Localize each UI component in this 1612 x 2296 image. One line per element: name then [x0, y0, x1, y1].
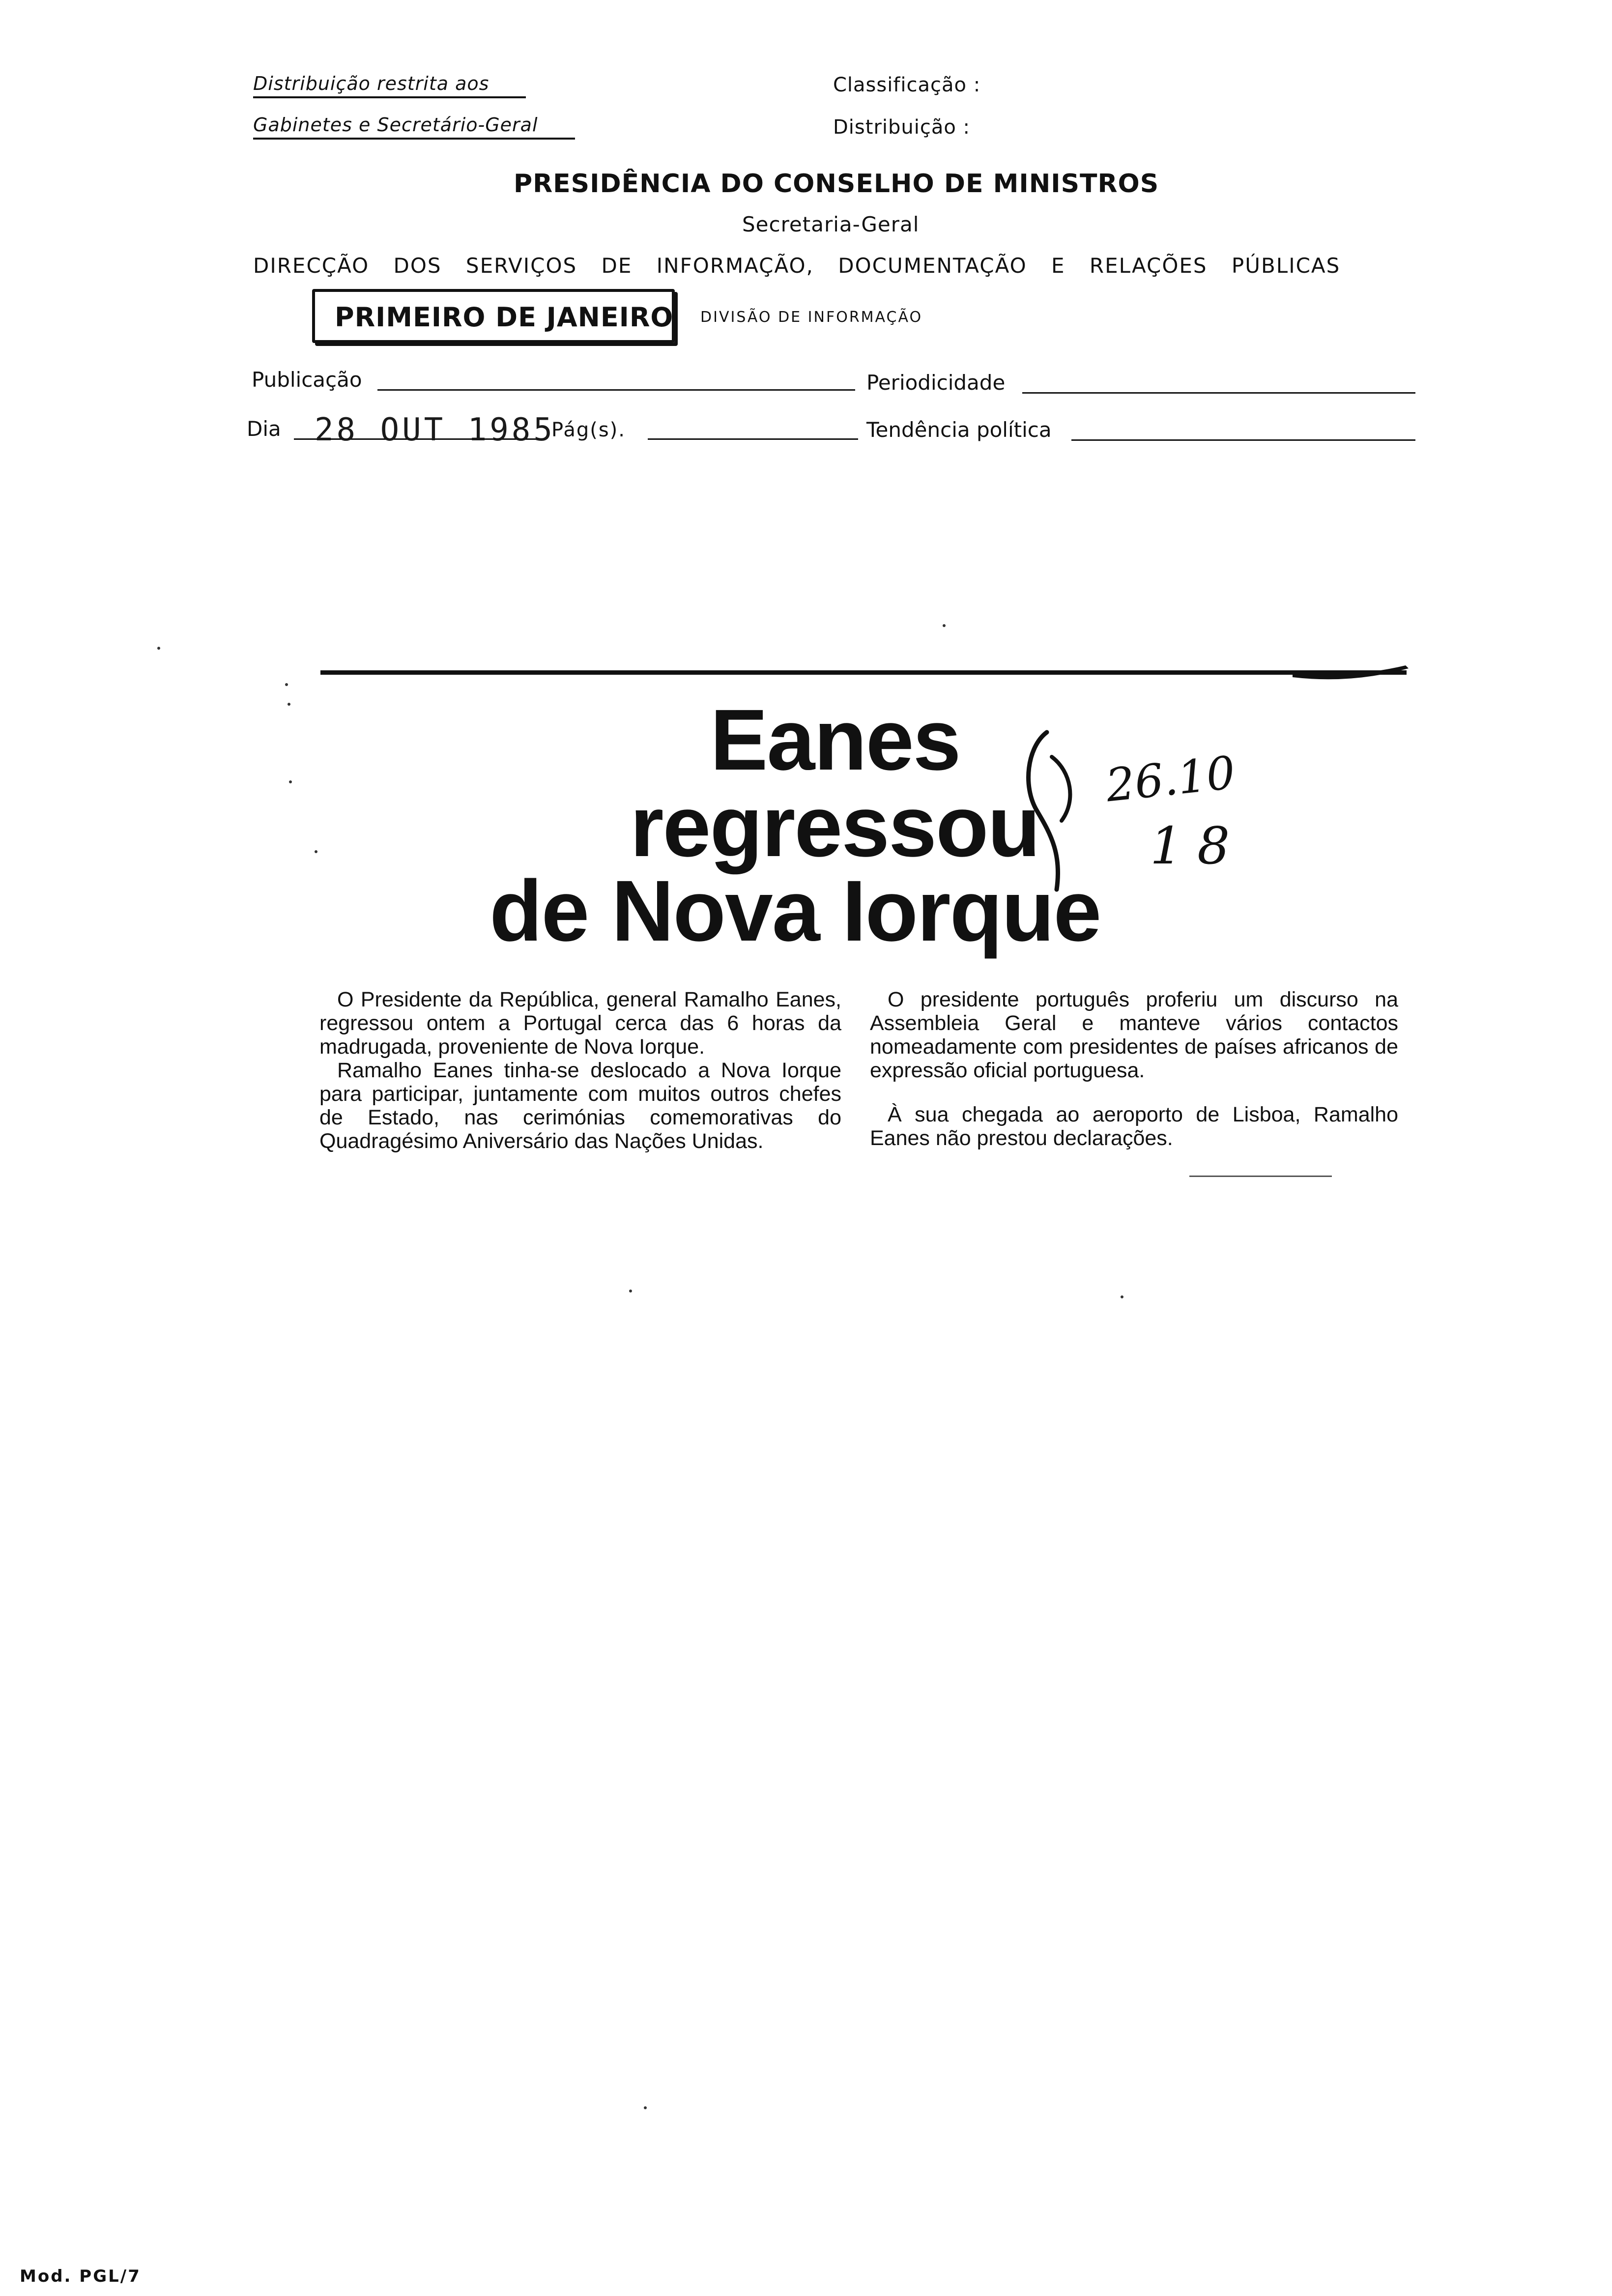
- scan-dash: [1189, 1176, 1332, 1177]
- presidency-title: PRESIDÊNCIA DO CONSELHO DE MINISTROS: [514, 169, 1159, 199]
- directorate-title: DIRECÇÃO DOS SERVIÇOS DE INFORMAÇÃO, DOCUMENTAÇÃO E RELAÇÕES PÚBLICAS: [253, 254, 1341, 278]
- stamp-text: PRIMEIRO DE JANEIRO: [335, 302, 674, 333]
- scan-speck: [315, 850, 317, 853]
- date-stamp: 28 OUT 1985: [315, 412, 555, 448]
- newspaper-stamp: [312, 289, 675, 343]
- secretariat-subtitle: Secretaria-Geral: [742, 212, 920, 236]
- handwritten-number: 18: [1150, 816, 1245, 876]
- division-label: DIVISÃO DE INFORMAÇÃO: [700, 309, 923, 326]
- article-paragraph-3: O presidente português proferiu um discurso na Assembleia Geral e manteve vários contactos nomeadamente com presidentes de países africanos de expressão oficial portuguesa.: [870, 988, 1398, 1082]
- scan-speck: [157, 647, 160, 650]
- scan-speck: [1121, 1295, 1123, 1298]
- publication-label: Publicação: [252, 368, 362, 392]
- headline-line2: regressou: [630, 778, 1040, 875]
- pages-label: Pág(s).: [551, 419, 626, 441]
- headline-line3: de Nova Iorque: [489, 863, 1101, 959]
- pages-field: [648, 438, 858, 440]
- article-column-2: [870, 988, 1398, 1150]
- classification-label: Classificação :: [833, 74, 981, 96]
- scan-speck: [644, 2106, 647, 2109]
- distribution-cabinets: Gabinetes e Secretário-Geral: [253, 114, 575, 140]
- article-column-1: [319, 988, 841, 1153]
- distribution-restricted: Distribuição restrita aos: [253, 73, 526, 98]
- scan-speck: [289, 780, 292, 783]
- tendency-field: [1071, 439, 1415, 441]
- clipping-rule-tail: [1293, 659, 1410, 683]
- scan-speck: [943, 624, 946, 627]
- article-paragraph-2: Ramalho Eanes tinha-se deslocado a Nova Iorque para participar, juntamente com muitos outros chefes de Estado, nas cerimónias comemorativas do Quadragésimo Aniversário das Nações Unidas.: [319, 1059, 841, 1153]
- distribution-label: Distribuição :: [833, 116, 971, 139]
- form-code: Mod. PGL/7: [20, 2267, 141, 2286]
- handwritten-bracket: [1017, 727, 1086, 894]
- article-paragraph-4: À sua chegada ao aeroporto de Lisboa, Ramalho Eanes não prestou declarações.: [870, 1103, 1398, 1150]
- periodicity-field: [1022, 392, 1415, 394]
- periodicity-label: Periodicidade: [866, 371, 1006, 395]
- scan-speck: [285, 683, 288, 686]
- tendency-label: Tendência política: [866, 418, 1052, 442]
- clipping-rule: [320, 670, 1407, 675]
- scan-speck: [288, 703, 290, 706]
- handwritten-date: 26.10: [1103, 746, 1238, 812]
- scan-speck: [629, 1290, 632, 1292]
- day-label: Dia: [247, 417, 281, 441]
- headline-line1: Eanes: [710, 692, 960, 788]
- publication-field: [377, 389, 855, 391]
- article-paragraph-1: O Presidente da República, general Ramalho Eanes, regressou ontem a Portugal cerca das 6 horas da madrugada, proveniente de Nova Iorque.: [319, 988, 841, 1059]
